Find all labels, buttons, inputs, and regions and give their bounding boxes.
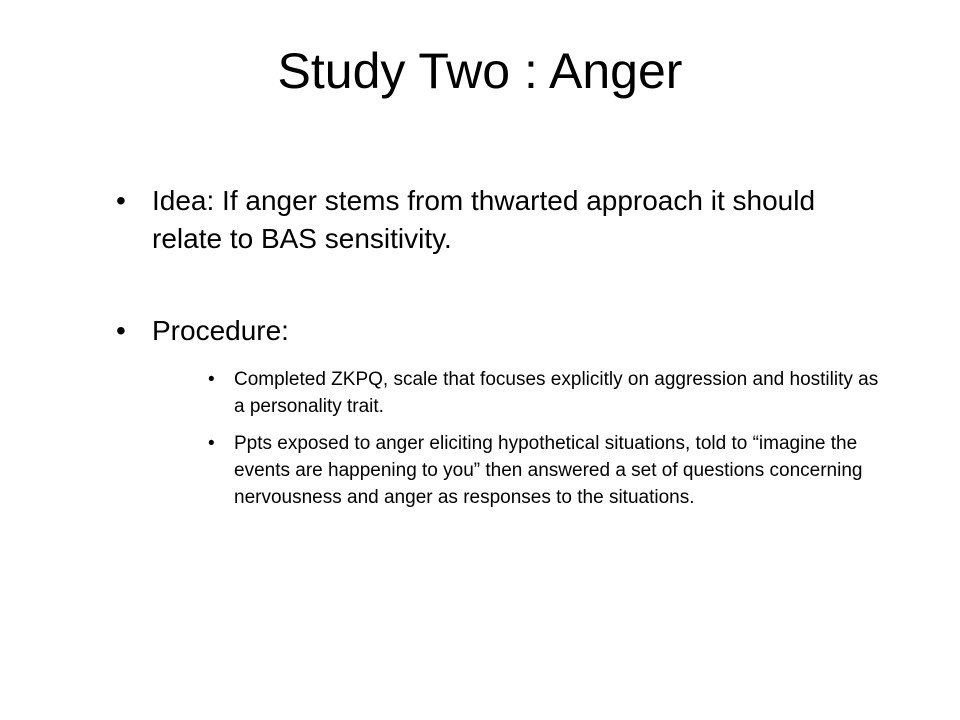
bullet-list bbox=[0, 182, 960, 521]
procedure-sub-list bbox=[152, 366, 879, 511]
slide-title: Study Two : Anger bbox=[277, 43, 683, 99]
bullet-idea bbox=[152, 182, 872, 258]
sub-bullet-ppts: • Ppts exposed to anger eliciting hypothetical situations, told to “imagine the events are happening to you” then answered a set of questions concerning nervousness and anger as responses to the situations. bbox=[234, 430, 894, 511]
sub-bullet-zkpq: • Completed ZKPQ, scale that focuses explicitly on aggression and hostility as a personality trait. bbox=[234, 366, 894, 420]
bullet-idea-text: Idea: If anger stems from thwarted approach it should relate to BAS sensitivity. bbox=[152, 185, 816, 254]
bullet-procedure bbox=[152, 312, 879, 511]
bullet-procedure-text: Procedure: bbox=[152, 315, 289, 346]
